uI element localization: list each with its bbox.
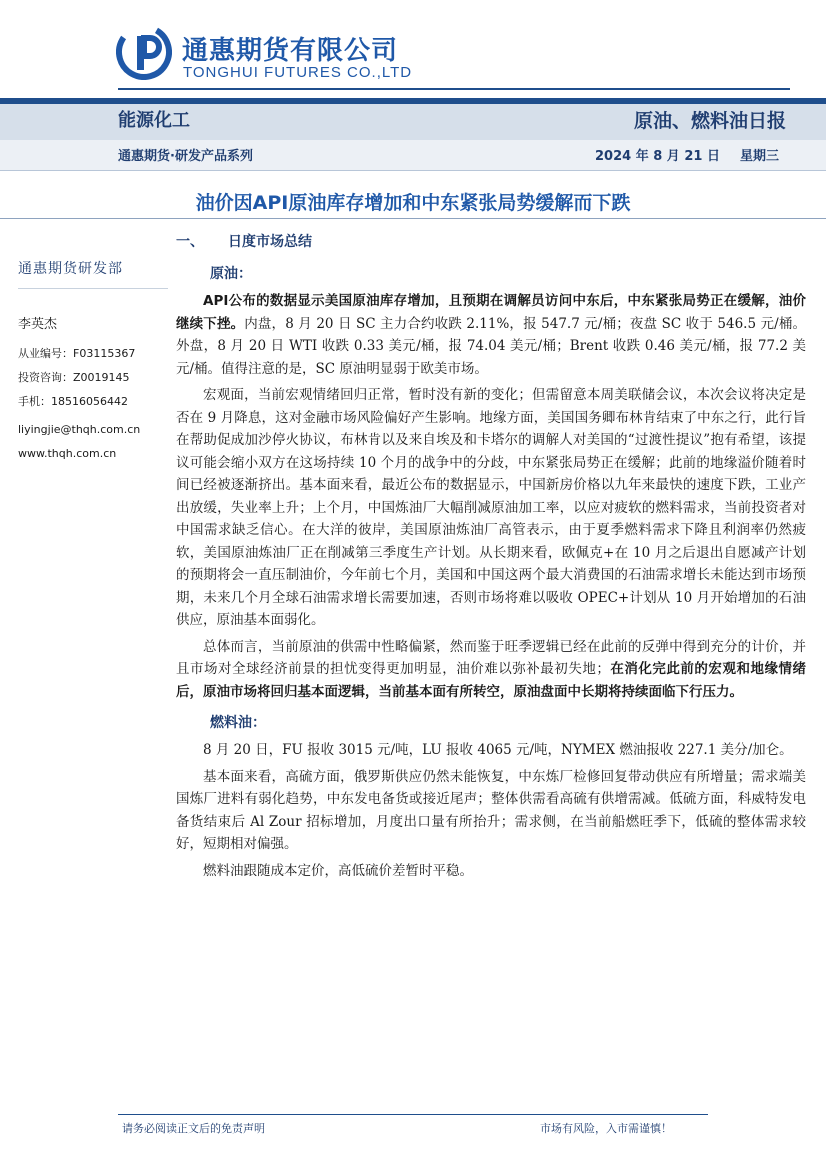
section-heading: 一、 日度市场总结 xyxy=(176,234,312,250)
analyst-name: 李英杰 xyxy=(18,317,58,332)
fuel-paragraph-1: 8 月 20 日，FU 报收 3015 元/吨，LU 报收 4065 元/吨，NYMEX 燃油报收 227.1 美分/加仑。 xyxy=(203,742,793,758)
date-text: 2024 年 8 月 21 日 xyxy=(595,149,720,164)
analyst-info-row: 投资咨询：Z0019145 xyxy=(18,371,130,384)
weekday-text: 星期三 xyxy=(739,149,779,164)
report-date xyxy=(595,145,779,164)
fuel-paragraph-2: 基本面来看，高硫方面，俄罗斯供应仍然未能恢复，中东炼厂检修回复带动供应有所增量；需求端美国炼厂进料有弱化趋势，中东发电备货或接近尾声；整体供需看高硫有供增需减。低硫方面，科威特发电备货结束后 Al Zour 招标增加，月度出口量有所抬升；需求侧，在当前船燃旺季下，低硫的整体需求较好，短期相对偏强。 xyxy=(176,768,806,852)
sidebar-divider xyxy=(18,288,168,289)
company-name-en: TONGHUI FUTURES CO.,LTD xyxy=(183,64,413,81)
risk-note: 市场有风险，入市需谨慎！ xyxy=(540,1122,672,1135)
footer-divider xyxy=(118,1114,708,1115)
tonghui-logo-icon xyxy=(116,24,172,80)
analyst-info-row: 从业编号：F03115367 xyxy=(18,347,136,360)
title-divider xyxy=(0,218,826,219)
page-title: 油价因API原油库存增加和中东紧张局势缓解而下跌 xyxy=(195,192,631,214)
crude-heading: 原油： xyxy=(210,266,252,282)
main-content xyxy=(176,230,806,886)
dept-name: 通惠期货研发部 xyxy=(18,261,123,277)
company-name-cn: 通惠期货有限公司 xyxy=(182,36,399,66)
crude-paragraph-2: 宏观面，当前宏观情绪回归正常，暂时没有新的变化；但需留意本周美联储会议，本次会议将决定是否在 9 月降息，这对金融市场风险偏好产生影响。地缘方面，美国国务卿布林肯结束了中东之行，此行旨在帮助促成加沙停火协议，布林肯以及来自埃及和卡塔尔的调解人对美国的“过渡性提议”抱有希望，该提议可能会缩小双方在这场持续 10 个月的战争中的分歧，中东紧张局势正在缓解；此前的地缘溢价随着时间已经被逐渐挤出。基本面来看，最近公布的数据显示，中国新房价格以九年来最快的速度下跌，工业产出放缓，失业率上升；上个月，中国炼油厂大幅削减原油加工率，以应对疲软的燃料需求，当前投资者对中国需求缺乏信心。在大洋的彼岸，美国原油炼油厂高管表示，由于夏季燃料需求下降且利润率仍然疲软，美国原油炼油厂正在削减第三季度生产计划。从长期来看，欧佩克+在 10 月之后退出自愿减产计划的预期将会一直压制油价，今年前七个月，美国和中国这两个最大消费国的石油需求增长未能达到市场预期，未来几个月全球石油需求增长需要加速，否则市场将难以吸收 OPEC+计划从 10 月开始增加的石油供应，原油基本面弱化。 xyxy=(176,387,806,628)
company-website[interactable]: www.thqh.com.cn xyxy=(18,447,117,460)
header-divider xyxy=(118,88,790,90)
crude-paragraph-3: 总体而言，当前原油的供需中性略偏紧，然而鉴于旺季逻辑已经在此前的反弹中得到充分的计价，并且市场对全球经济前景的担忧变得更加明显，油价难以弥补最初失地；在消化完此前的宏观和地缘情绪后，原油市场将回归基本面逻辑，当前基本面有所转空，原油盘面中长期将持续面临下行压力。 xyxy=(176,638,807,700)
analyst-email[interactable]: liyingjie@thqh.com.cn xyxy=(18,423,141,436)
sector-label: 能源化工 xyxy=(118,110,190,131)
report-name: 原油、燃料油日报 xyxy=(633,110,786,132)
sidebar xyxy=(18,258,168,466)
series-label: 通惠期货·研发产品系列 xyxy=(118,149,253,164)
fuel-heading: 燃料油： xyxy=(210,715,266,731)
crude-paragraph-1: API公布的数据显示美国原油库存增加，且预期在调解员访问中东后，中东紧张局势正在缓解，油价继续下挫。内盘，8 月 20 日 SC 主力合约收跌 2.11%，报 547.7 元/桶；夜盘 SC 收于 546.5 元/桶。外盘，8 月 20 日 WTI 收跌 0.33 美元/桶，报 74.04 美元/桶；Brent 收跌 0.46 美元/桶，报 77.2 美元/桶。值得注意的是，SC 原油明显弱于欧美市场。 xyxy=(176,293,806,377)
fuel-paragraph-3: 燃料油跟随成本定价，高低硫价差暂时平稳。 xyxy=(203,862,473,879)
disclaimer-note: 请务必阅读正文后的免责声明 xyxy=(122,1122,265,1135)
analyst-info-row: 手机：18516056442 xyxy=(18,395,128,408)
